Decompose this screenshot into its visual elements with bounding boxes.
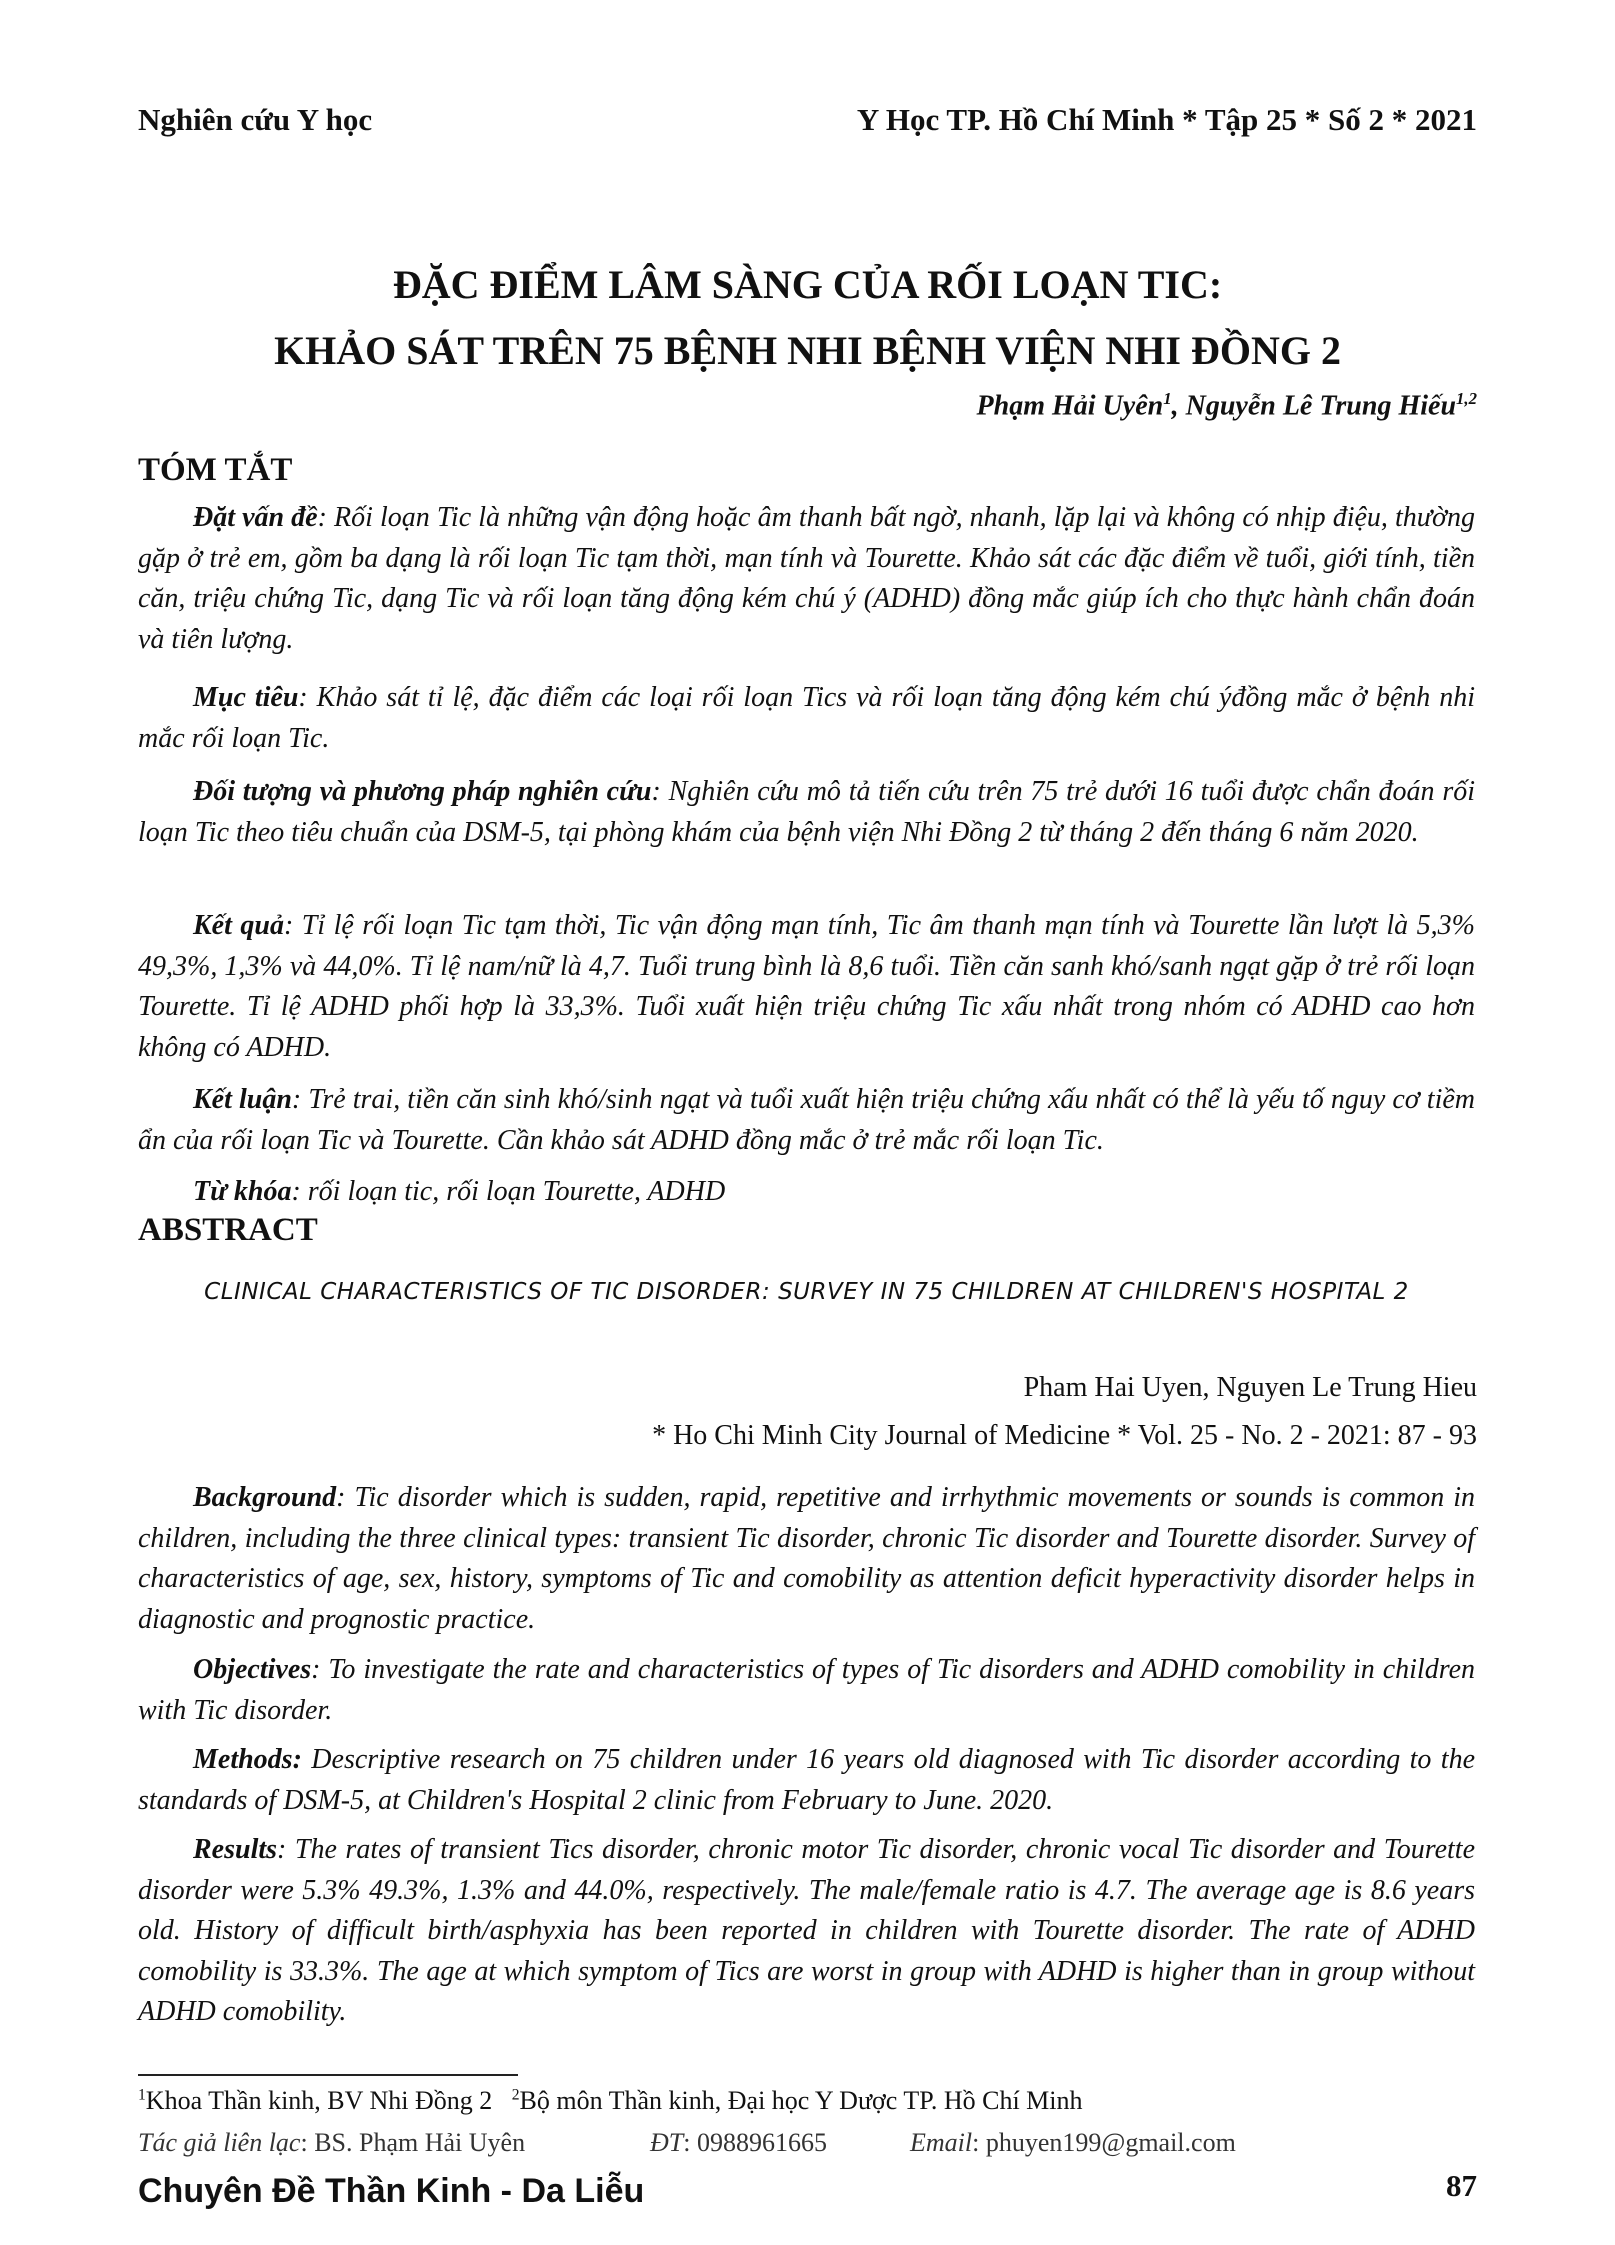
summary-label: Kết quả [193, 910, 284, 941]
summary-label: Đối tượng và phương pháp nghiên cứu [193, 776, 652, 807]
abstract-text: : To investigate the rate and characteristics of types of Tic disorders and ADHD comobility in children with Tic disorder. [138, 1654, 1475, 1726]
author-1: Phạm Hải Uyên [976, 390, 1164, 422]
summary-paragraph [138, 772, 1475, 853]
summary-text: : rối loạn tic, rối loạn Tourette, ADHD [291, 1176, 726, 1207]
title-line-2: KHẢO SÁT TRÊN 75 BỆNH NHI BỆNH VIỆN NHI ĐỒNG 2 [274, 328, 1341, 373]
english-authors: Pham Hai Uyen, Nguyen Le Trung Hieu [1023, 1372, 1477, 1403]
abstract-paragraph [138, 1650, 1475, 1731]
summary-paragraph [138, 1172, 1475, 1213]
abstract-paragraph [138, 1740, 1475, 1821]
summary-text: : Rối loạn Tic là những vận động hoặc âm thanh bất ngờ, nhanh, lặp lại và không có nhịp điệu, thường gặp ở trẻ em, gồm ba dạng là rối loạn Tic tạm thời, mạn tính và Tourette. Khảo sát các đặc điểm về tuổi, giới tính, tiền căn, triệu chứng Tic, dạng Tic và rối loạn tăng động kém chú ý (ADHD) đồng mắc giúp ích cho thực hành chẩn đoán và tiên lượng. [138, 502, 1476, 655]
phone-label: ĐT [650, 2128, 684, 2157]
author-1-affil: 1 [1163, 389, 1172, 408]
abstract-label: Background [193, 1482, 337, 1513]
summary-paragraph [138, 498, 1475, 660]
title-line-1: ĐẶC ĐIỂM LÂM SÀNG CỦA RỐI LOẠN TIC: [392, 262, 1223, 307]
abstract-text: : Tic disorder which is sudden, rapid, repetitive and irrhythmic movements or sounds is common in children, including the three clinical types: transient Tic disorder, chronic Tic disorder and Tourette disorder. Survey of characteristics of age, sex, history, symptoms of Tic and comobility as attention deficit hyperactivity disorder helps in diagnostic and prognostic practice. [138, 1482, 1475, 1635]
email-value: : phuyen199@gmail.com [972, 2128, 1236, 2157]
abstract-text: Descriptive research on 75 children under 16 years old diagnosed with Tic disorder according to the standards of DSM-5, at Children's Hospital 2 clinic from February to June. 2020. [138, 1744, 1475, 1816]
author-2-affil: 1,2 [1456, 389, 1477, 408]
phone-value: : 0988961665 [683, 2128, 827, 2157]
running-header-left: Nghiên cứu Y học [138, 102, 373, 137]
abstract-label: Objectives [193, 1654, 312, 1685]
footer-section-name: Chuyên Đề Thần Kinh - Da Liễu [138, 2172, 645, 2210]
summary-paragraph [138, 1080, 1475, 1161]
summary-paragraph [138, 906, 1475, 1068]
summary-text: : Khảo sát tỉ lệ, đặc điểm các loại rối loạn Tics và rối loạn tăng động kém chú ýđồng mắc ở bệnh nhi mắc rối loạn Tic. [138, 682, 1475, 754]
summary-label: Đặt vấn đề [193, 502, 318, 533]
footnote-phone [650, 2128, 827, 2158]
english-title: CLINICAL CHARACTERISTICS OF TIC DISORDER: SURVEY IN 75 CHILDREN AT CHILDREN'S HOSPITAL 2 [204, 1279, 1409, 1305]
summary-label: Kết luận [193, 1084, 292, 1115]
email-label: Email [910, 2128, 973, 2157]
citation: * Ho Chi Minh City Journal of Medicine * Vol. 25 - No. 2 - 2021: 87 - 93 [652, 1420, 1477, 1451]
summary-text: : Trẻ trai, tiền căn sinh khó/sinh ngạt và tuổi xuất hiện triệu chứng xấu nhất có thể là yếu tố nguy cơ tiềm ẩn của rối loạn Tic và Tourette. Cần khảo sát ADHD đồng mắc ở trẻ mắc rối loạn Tic. [138, 1084, 1475, 1156]
summary-text: : Nghiên cứu mô tả tiến cứu trên 75 trẻ dưới 16 tuổi được chẩn đoán rối loạn Tic theo tiêu chuẩn của DSM-5, tại phòng khám của bệnh viện Nhi Đồng 2 từ tháng 2 đến tháng 6 năm 2020. [138, 776, 1475, 848]
summary-text: : Tỉ lệ rối loạn Tic tạm thời, Tic vận động mạn tính, Tic âm thanh mạn tính và Tourette lần lượt là 5,3% 49,3%, 1,3% và 44,0%. Tỉ lệ nam/nữ là 4,7. Tuổi trung bình là 8,6 tuổi. Tiền căn sanh khó/sanh ngạt gặp ở trẻ rối loạn Tourette. Tỉ lệ ADHD phối hợp là 33,3%. Tuổi xuất hiện triệu chứng Tic xấu nhất trong nhóm có ADHD cao hơn không có ADHD. [138, 910, 1475, 1063]
affil-2-marker: 2 [511, 2086, 520, 2104]
author-separator: , [1171, 390, 1186, 422]
affil-1-text: Khoa Thần kinh, BV Nhi Đồng 2 [145, 2086, 493, 2115]
article-title [0, 252, 1615, 384]
summary-label: Mục tiêu [193, 682, 299, 713]
authors-vn [977, 389, 1477, 422]
summary-label: Từ khóa [193, 1176, 292, 1207]
author-2: Nguyễn Lê Trung Hiếu [1185, 390, 1457, 422]
footnote-separator [138, 2074, 518, 2076]
affil-2-text: Bộ môn Thần kinh, Đại học Y Dược TP. Hồ Chí Minh [519, 2086, 1083, 2115]
contact-label: Tác giả liên lạc [138, 2128, 301, 2157]
affil-1-marker: 1 [138, 2086, 146, 2104]
abstract-label: Methods: [193, 1744, 302, 1775]
footnote-contact [138, 2128, 525, 2158]
footnote-email [910, 2128, 1236, 2158]
abstract-heading: ABSTRACT [138, 1212, 318, 1248]
abstract-paragraph [138, 1478, 1475, 1640]
summary-heading: TÓM TẮT [138, 452, 293, 488]
abstract-text: : The rates of transient Tics disorder, chronic motor Tic disorder, chronic vocal Tic disorder and Tourette disorder were 5.3% 49.3%, 1.3% and 44.0%, respectively. The male/female ratio is 4.7. The average age is 8.6 years old. History of difficult birth/asphyxia has been reported in children with Tourette disorder. The rate of ADHD comobility is 33.3%. The age at which symptom of Tics are worst in group with ADHD is higher than in group without ADHD comobility. [138, 1834, 1475, 2027]
contact-name: : BS. Phạm Hải Uyên [300, 2128, 526, 2157]
abstract-paragraph [138, 1830, 1475, 2033]
page-number: 87 [1446, 2168, 1477, 2203]
summary-paragraph [138, 678, 1475, 759]
abstract-label: Results [193, 1834, 278, 1865]
footnote-affiliations [138, 2086, 1083, 2116]
running-header-right: Y Học TP. Hồ Chí Minh * Tập 25 * Số 2 * 2021 [856, 102, 1477, 137]
